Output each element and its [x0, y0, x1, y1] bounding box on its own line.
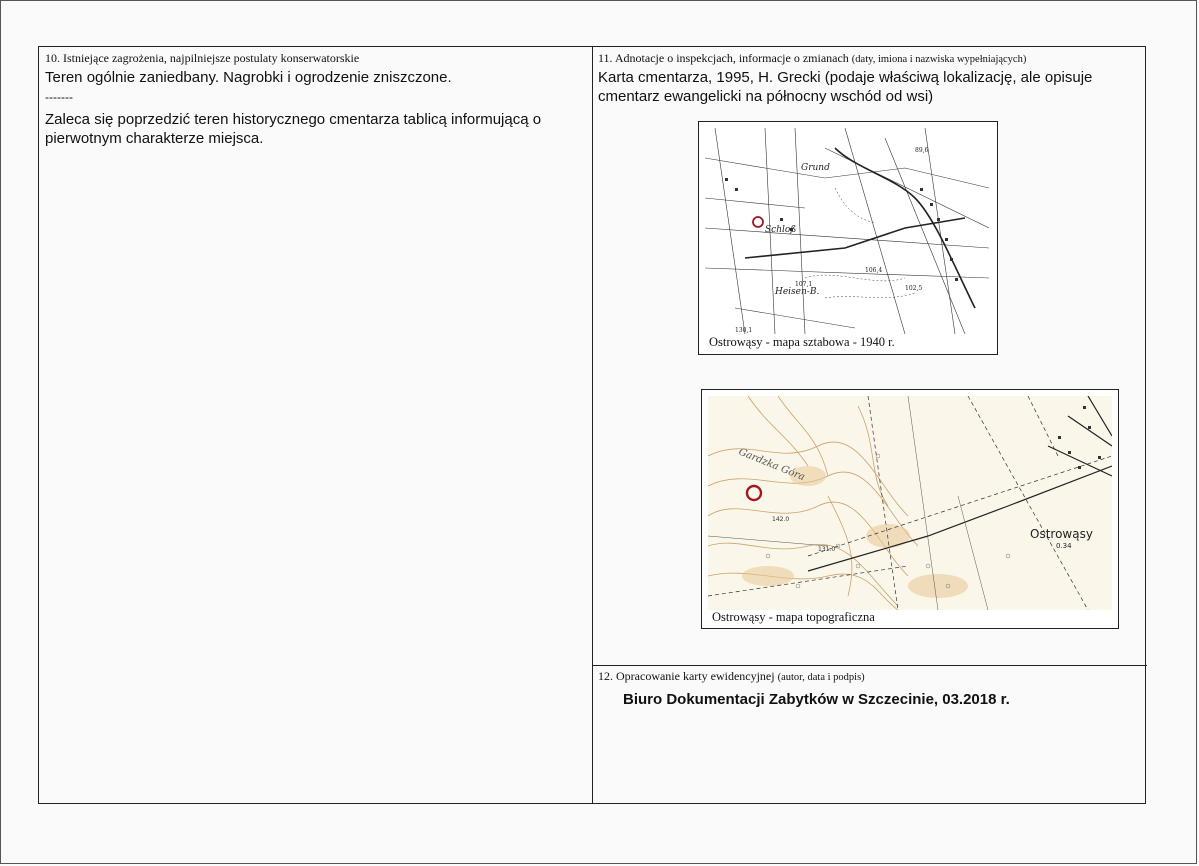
section11-title-main: 11. Adnotacje o inspekcjach, informacje o zmianach	[598, 51, 849, 65]
map1-label-1071: 107,1	[795, 281, 813, 288]
topo-map-caption: Ostrowąsy - mapa topograficzna	[712, 610, 875, 624]
column-divider	[592, 47, 593, 803]
section10-title: 10. Istniejące zagrożenia, najpilniejsze postulaty konserwatorskie	[45, 51, 360, 65]
section10-separator: -------	[45, 90, 73, 104]
map2-label-ostrowasy: Ostrowąsy	[1030, 527, 1093, 541]
staff-map-figure	[698, 121, 998, 355]
map2-label-gardzka-gora: Gardzka Góra	[736, 446, 807, 484]
staff-map-caption: Ostrowąsy - mapa sztabowa - 1940 r.	[709, 335, 895, 349]
section12-title-main: 12. Opracowanie karty ewidencyjnej	[598, 669, 775, 683]
staff-map-svg	[705, 128, 989, 334]
map1-label-896: 89,6	[915, 147, 929, 154]
map1-label-schloss: Schloß	[765, 225, 797, 235]
map2-label-034: 0.34	[1056, 542, 1072, 550]
map2-label-1310: 131.0	[818, 546, 836, 553]
section11-title	[598, 51, 1026, 66]
topo-map-figure	[701, 389, 1119, 629]
staff-map-image	[705, 128, 989, 334]
record-card-form	[38, 46, 1146, 804]
topo-map-image	[708, 396, 1112, 610]
section10-line1: Teren ogólnie zaniedbany. Nagrobki i ogrodzenie zniszczone.	[45, 69, 452, 86]
map1-label-heisen: Heisen-B.	[775, 287, 820, 297]
section11-title-note: (daty, imiona i nazwiska wypełniających)	[851, 54, 1027, 65]
map1-label-grund: Grund	[801, 163, 830, 173]
section11-annotation: Karta cmentarza, 1995, H. Grecki (podaje właściwą lokalizację, ale opisuje cmentarz ewangelicki na północny wschód od wsi)	[598, 69, 1093, 105]
map1-label-1301: 130,1	[735, 327, 753, 334]
section-divider	[592, 665, 1147, 666]
map2-label-1420: 142.0	[772, 516, 790, 523]
map1-label-1025: 102,5	[905, 285, 923, 292]
section12-title	[598, 669, 865, 684]
map1-label-1064: 106,4	[865, 267, 883, 274]
author-signature: Biuro Dokumentacji Zabytków w Szczecinie, 03.2018 r.	[623, 691, 1010, 708]
section12-title-note: (autor, data i podpis)	[777, 672, 865, 683]
topo-map-svg	[708, 396, 1112, 610]
section10-recommendation: Zaleca się poprzedzić teren historycznego cmentarza tablicą informującą o pierwotnym charakterze miejsca.	[45, 111, 542, 147]
